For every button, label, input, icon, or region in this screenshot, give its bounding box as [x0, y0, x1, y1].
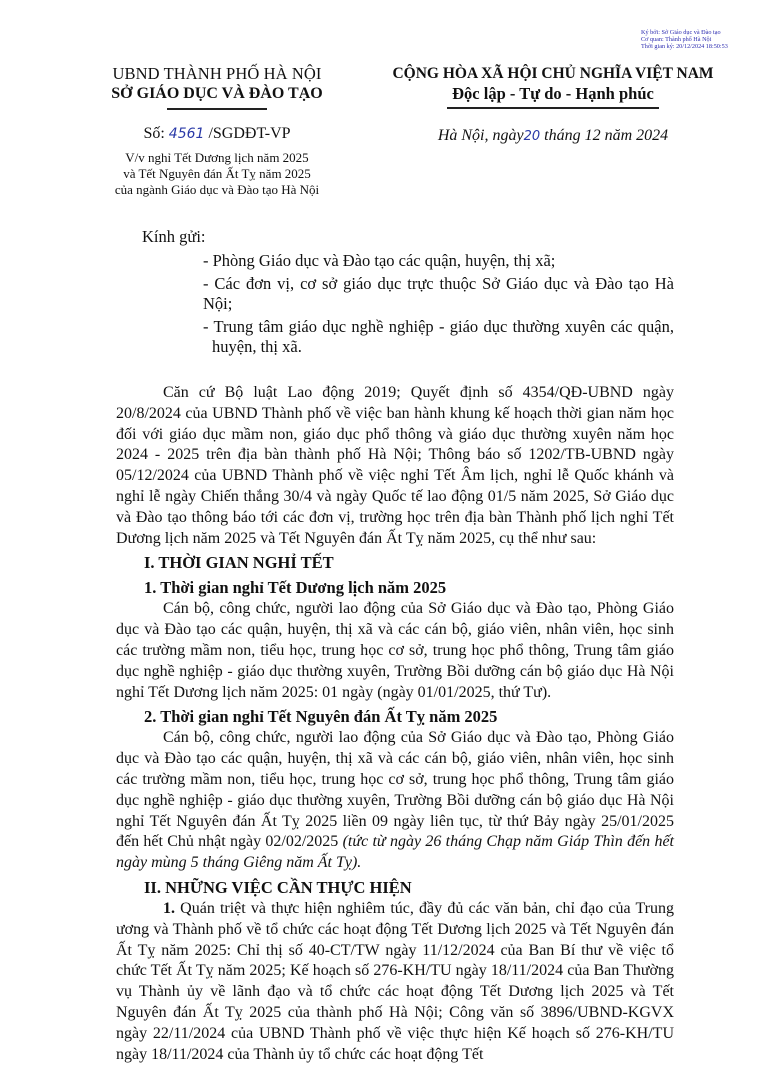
- section-2-item-1-paragraph: [116, 899, 674, 1065]
- signature-time: Thời gian ký: 20/12/2024 18:50:53: [641, 43, 728, 51]
- subject-line: của ngành Giáo dục và Đào tạo Hà Nội: [114, 181, 320, 197]
- signature-signer: Ký bởi: Sở Giáo dục và Đào tạo: [641, 29, 721, 36]
- section-1-2-heading: 2. Thời gian nghỉ Tết Nguyên đán Ất Tỵ năm 2025: [144, 707, 498, 727]
- subject-line: và Tết Nguyên đán Ất Tỵ năm 2025: [123, 165, 311, 181]
- section-2-heading: II. NHỮNG VIỆC CẦN THỰC HIỆN: [144, 877, 412, 897]
- issuing-authority-block: [92, 64, 342, 198]
- recipient-item: - Trung tâm giáo dục nghề nghiệp - giáo dục thường xuyên các quận, huyện, thị xã.: [203, 317, 674, 356]
- section-1-1-heading: 1. Thời gian nghỉ Tết Dương lịch năm 2025: [144, 578, 447, 598]
- section-1-1-paragraph: [116, 599, 674, 703]
- date-day-handwritten: 20: [523, 128, 541, 144]
- section-1-2-paragraph: [116, 728, 674, 874]
- document-number-suffix: /SGDĐT-VP: [208, 124, 291, 142]
- recipient-item: - Các đơn vị, cơ sở giáo dục trực thuộc Sở Giáo dục và Đào tạo Hà Nội;: [203, 274, 674, 313]
- department-name: SỞ GIÁO DỤC VÀ ĐÀO TẠO: [111, 85, 323, 102]
- document-subject: [92, 150, 342, 198]
- document-number-handwritten: 4561: [168, 125, 205, 142]
- section-2-item-1-wrap: [116, 899, 674, 1065]
- national-header-block: [352, 64, 754, 147]
- section-1-1-text: Cán bộ, công chức, người lao động của Sở Giáo dục và Đào tạo, Phòng Giáo dục và Đào tạo các quận, huyện, thị xã và các cán bộ, giáo viên, nhân viên, học sinh các trường mầm non, tiểu học, trung học cơ sở, trung học phổ thông, Trung tâm giáo dục nghề nghiệp - giáo dục thường xuyên, Trường Bồi dưỡng cán bộ giáo dục Hà Nội nghỉ Tết Dương lịch năm 2025: 01 ngày (ngày 01/01/2025, thứ Tư).: [116, 600, 674, 701]
- document-body: [116, 226, 674, 1065]
- recipients-label: Kính gửi:: [142, 227, 206, 246]
- intro-paragraph: [116, 383, 674, 549]
- issue-date: [352, 126, 754, 147]
- document-header: [0, 0, 768, 212]
- section-2-item-1-number: 1.: [163, 899, 175, 917]
- subject-line: V/v nghỉ Tết Dương lịch năm 2025: [125, 149, 309, 165]
- section-1-2-text-wrap: [116, 728, 674, 874]
- section-1-2-lunar-note: (tức từ ngày 26 tháng Chạp năm Giáp Thìn đến hết ngày mùng 5 tháng Giêng năm Ất Tỵ).: [116, 833, 675, 872]
- nation-name: CỘNG HÒA XÃ HỘI CHỦ NGHĨA VIỆT NAM: [392, 65, 714, 82]
- department-underline: [167, 108, 267, 110]
- section-1-heading: I. THỜI GIAN NGHỈ TẾT: [144, 553, 334, 573]
- date-suffix: tháng 12 năm 2024: [544, 126, 669, 144]
- section-1-2-text: Cán bộ, công chức, người lao động của Sở Giáo dục và Đào tạo, Phòng Giáo dục và Đào tạo các quận, huyện, thị xã và các cán bộ, giáo viên, nhân viên, học sinh các trường mầm non, tiểu học, trung học cơ sở, trung học phổ thông, Trung tâm giáo dục nghề nghiệp - giáo dục thường xuyên, Trường Bồi dưỡng cán bộ giáo dục Hà Nội nghỉ Tết Nguyên đán Ất Tỵ 2025 liền 09 ngày liên tục, từ thứ Bảy ngày 25/01/2025 đến hết Chủ nhật ngày 02/02/2025: [116, 729, 674, 851]
- motto-underline: [447, 107, 659, 109]
- date-prefix: Hà Nội, ngày: [437, 126, 524, 144]
- signature-agency: Cơ quan: Thành phố Hà Nội: [641, 36, 712, 44]
- document-number: [92, 124, 342, 144]
- national-motto: Độc lập - Tự do - Hạnh phúc: [452, 84, 654, 103]
- intro-text: Căn cứ Bộ luật Lao động 2019; Quyết định số 4354/QĐ-UBND ngày 20/8/2024 của UBND Thành phố về việc ban hành khung kế hoạch thời gian năm học đối với giáo dục mầm non, giáo dục phổ thông và giáo dục thường xuyên năm học 2024 - 2025 trên địa bàn thành phố Hà Nội; Thông báo số 1202/TB-UBND ngày 05/12/2024 của UBND Thành phố về việc nghỉ Tết Âm lịch, nghỉ lễ Quốc khánh và nghỉ lễ ngày Chiến thắng 30/4 và ngày Quốc tế lao động 01/5 năm 2025, Sở Giáo dục và Đào tạo thông báo tới các đơn vị, trường học trên địa bàn Thành phố lịch nghỉ Tết Dương lịch năm 2025 và Tết Nguyên đán Ất Tỵ năm 2025, cụ thể như sau:: [116, 384, 674, 547]
- document-number-prefix: Số:: [143, 124, 165, 142]
- recipient-item: - Phòng Giáo dục và Đào tạo các quận, huyện, thị xã;: [203, 251, 556, 270]
- authority-name: UBND THÀNH PHỐ HÀ NỘI: [112, 64, 322, 83]
- section-2-item-1-text: Quán triệt và thực hiện nghiêm túc, đầy đủ các văn bản, chỉ đạo của Trung ương và Thành phố về tổ chức các hoạt động Tết Dương lịch 2025 và Tết Nguyên đán Ất Tỵ năm 2025: Chỉ thị số 40-CT/TW ngày 11/12/2024 của Ban Bí thư về việc tổ chức Tết Ất Tỵ năm 2025; Kế hoạch số 276-KH/TU ngày 18/11/2024 của Ban Thường vụ Thành ủy về lãnh đạo và tổ chức các hoạt động Tết Dương lịch 2025 và Tết Nguyên đán Ất Tỵ 2025 của thành phố Hà Nội; Công văn số 3896/UBND-KGVX ngày 22/11/2024 của UBND Thành phố về việc thực hiện Kế hoạch số 276-KH/TU ngày 18/11/2024 của Thành ủy tổ chức các hoạt động Tết: [116, 899, 674, 1063]
